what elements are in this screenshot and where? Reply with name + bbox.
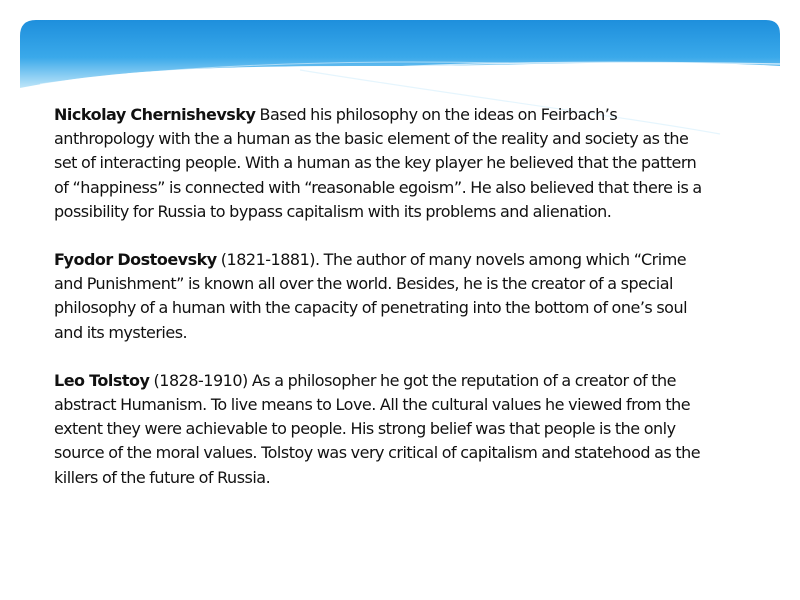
paragraph-dostoevsky (54, 248, 704, 345)
paragraph-text: As a philosopher he got the reputation of a creator of the abstract Humanism. To live means to Love. All the cultural values he viewed from the extent they were achievable to people. His strong belief was that people is the only source of the moral values. Tolstoy was very critical of capitalism and statehood as the killers of the future of Russia. (54, 370, 701, 487)
life-dates: (1828-1910) (149, 370, 248, 390)
person-name: Leo Tolstoy (54, 370, 150, 390)
paragraph-text: Based his philosophy on the ideas on Feirbach’s anthropology with the a human as the basic element of the reality and society as the set of interacting people. With a human as the key player he believed that the pattern of “happiness” is connected with “reasonable egoism”. He also believed that there is a possibility for Russia to bypass capitalism with its problems and alienation. (54, 105, 702, 221)
person-name: Fyodor Dostoevsky (54, 250, 217, 270)
paragraph-text: The author of many novels among which “Crime and Punishment” is known all over the world. Besides, he is the creator of a special philosophy of a human with the capacity of penetrating into the bottom of one’s soul and its mysteries. (54, 250, 688, 342)
person-name: Nickolay Chernishevsky (54, 105, 256, 124)
life-dates: (1821-1881). (216, 250, 320, 270)
paragraph-chernishevsky (54, 103, 704, 224)
paragraph-tolstoy (54, 369, 704, 490)
body-text (54, 103, 704, 514)
